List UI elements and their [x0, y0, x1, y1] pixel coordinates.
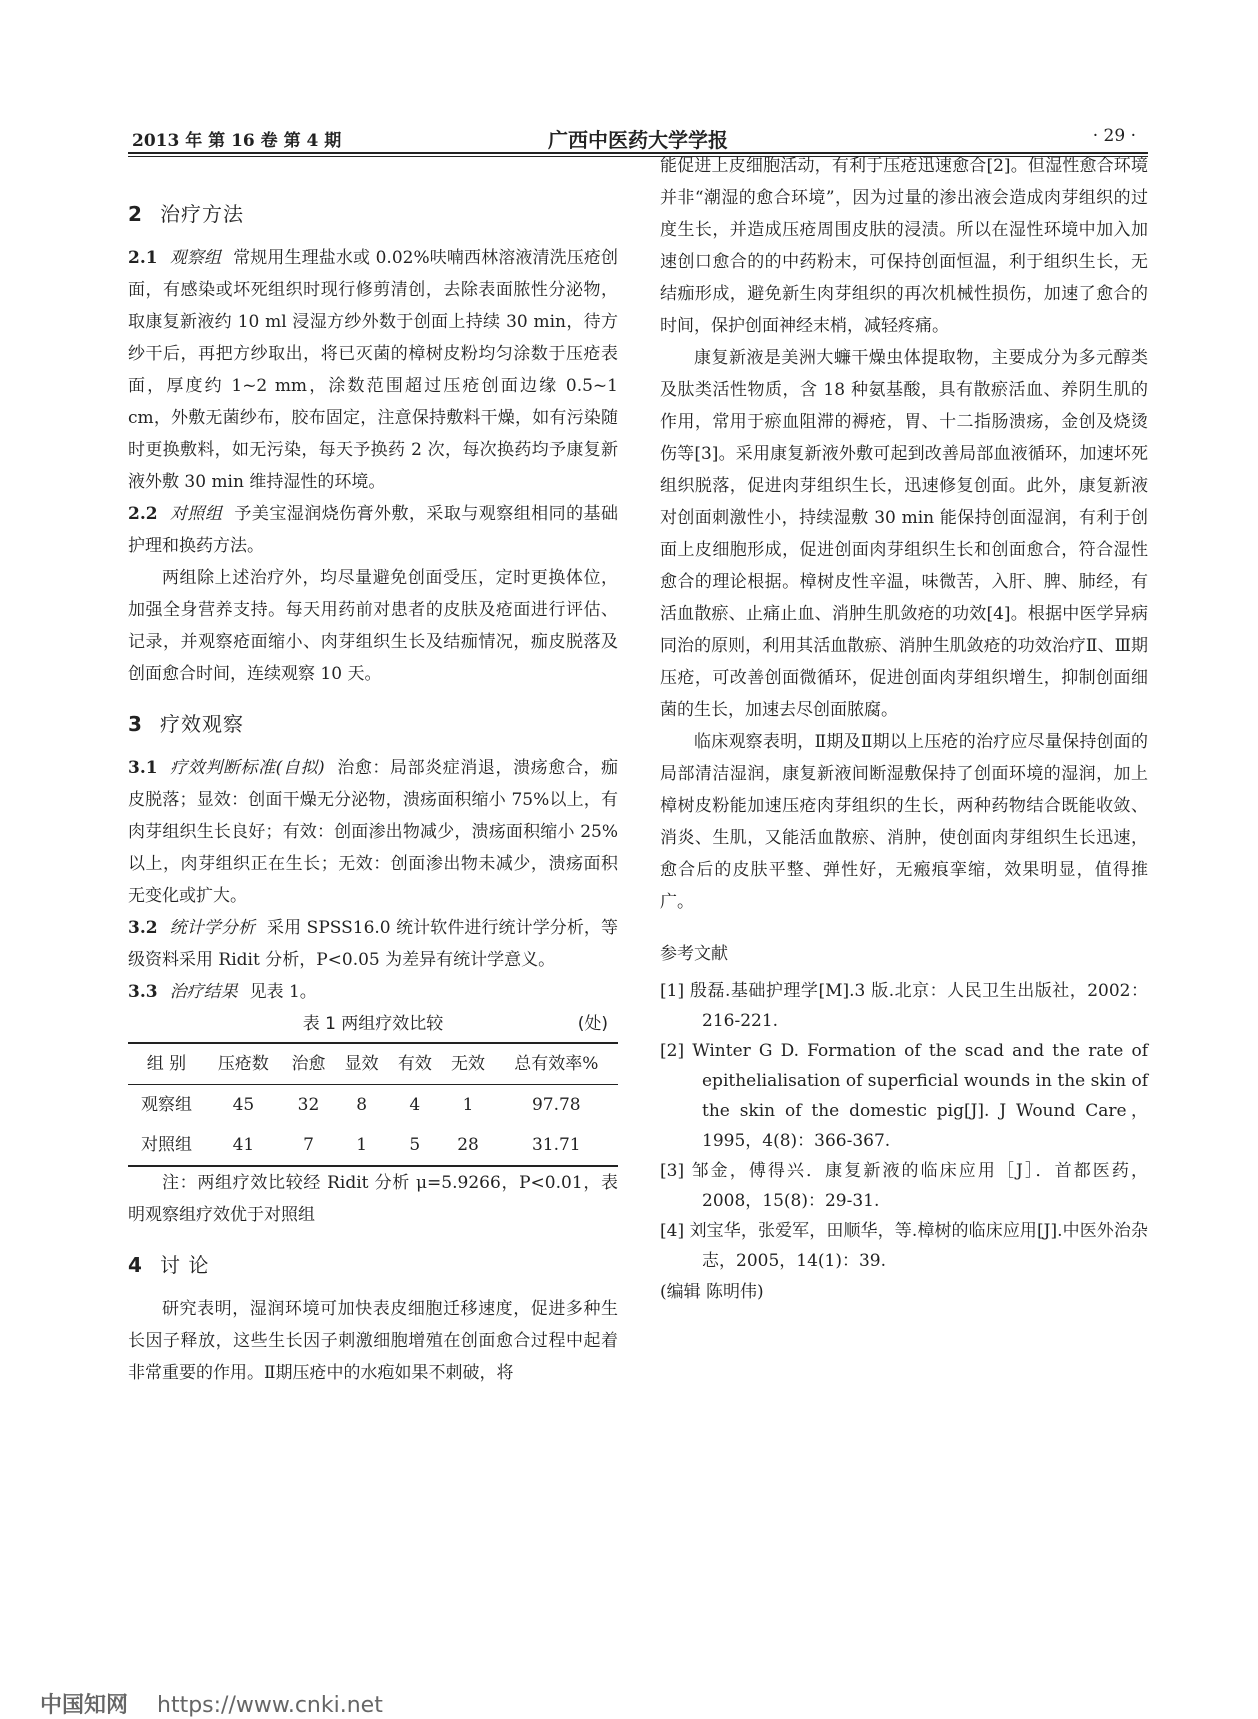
section-title: 疗效观察	[160, 712, 244, 736]
table-cell: 4	[409, 1095, 421, 1115]
paragraph-conclusion: 临床观察表明，Ⅱ期及Ⅱ期以上压疮的治疗应尽量保持创面的局部清洁湿润，康复新液间断湿敷保持了创面环境的湿润，加上樟树皮粉能加速压疮肉芽组织的生长，两种药物结合既能收敛、消炎、生肌，又能活血散瘀、消肿，使创面肉芽组织生长迅速，愈合后的皮肤平整、弹性好，无瘢痕挛缩，效果明显，值得推广。	[660, 732, 1148, 912]
paragraph-4: 研究表明，湿润环境可加快表皮细胞迁移速度，促进多种生长因子释放，这些生长因子刺激细胞增殖在创面愈合过程中起着非常重要的作用。Ⅱ期压疮中的水疱如果不刺破，将	[128, 1299, 618, 1383]
section-heading-4	[128, 1249, 618, 1281]
table-cell: 97.78	[531, 1095, 581, 1115]
reference-item: [3] 邹金，傅得兴．康复新液的临床应用［J］．首都医药，2008，15(8)：29-31.	[660, 1161, 1148, 1211]
paragraph-text: 采用 SPSS16.0 统计软件进行统计学分析，等级资料采用 Ridit 分析，P<0.05 为差异有统计学意义。	[128, 918, 618, 970]
subsection-number: 3.3	[128, 982, 158, 1002]
subsection-number: 2.2	[128, 504, 158, 524]
section-title: 治疗方法	[160, 202, 244, 226]
section-number: 4	[128, 1253, 143, 1277]
running-header	[128, 122, 1148, 150]
paragraph-3-1	[128, 752, 618, 912]
paragraph-text: 见表 1。	[249, 982, 317, 1002]
subsection-label: 治疗结果	[169, 982, 238, 1002]
paragraph-3-3	[128, 976, 618, 1008]
section-title: 讨 论	[160, 1253, 210, 1277]
subsection-label: 对照组	[169, 504, 223, 524]
table-header-cell: 显效	[335, 1043, 388, 1085]
paragraph-2-2	[128, 498, 618, 562]
table-cell: 8	[356, 1095, 368, 1115]
reference-item: [2] Winter G D. Formation of the scad and the rate of epithelialisation of superficial wounds in the skin of the skin of the domestic pig[J]. J Wound Care，1995，4(8)：366-367.	[660, 1041, 1148, 1151]
subsection-number: 3.2	[128, 918, 158, 938]
right-column	[660, 150, 1148, 1308]
page-number: · 29 ·	[1092, 126, 1136, 146]
table-header-cell: 治愈	[282, 1043, 335, 1085]
table-cell: 1	[462, 1095, 474, 1115]
subsection-number: 2.1	[128, 248, 158, 268]
table-cell: 32	[297, 1095, 320, 1115]
table-row	[128, 1085, 618, 1126]
table-cell: 对照组	[128, 1125, 205, 1166]
reference-item: [1] 殷磊.基础护理学[M].3 版.北京：人民卫生出版社，2002：216-221.	[660, 981, 1148, 1031]
table-cell: 5	[388, 1125, 441, 1166]
section-heading-3	[128, 708, 618, 740]
table-row	[128, 1125, 618, 1166]
table-title: 表 1 两组疗效比较	[302, 1014, 444, 1034]
table-cell: 观察组	[140, 1095, 192, 1115]
reference-item: [4] 刘宝华，张爱军，田顺华，等.樟树的临床应用[J].中医外治杂志，2005，14(1)：39.	[660, 1221, 1148, 1271]
table-header-row	[128, 1043, 618, 1085]
table-header-cell: 无效	[441, 1043, 494, 1085]
table-unit: (处)	[577, 1014, 608, 1034]
paragraph-text: 常规用生理盐水或 0.02%呋喃西林溶液清洗压疮创面，有感染或坏死组织时现行修剪清创，去除表面脓性分泌物，取康复新液约 10 ml 浸湿方纱外数于创面上持续 30 min，待方纱干后，再把方纱取出，将已灭菌的樟树皮粉均匀涂数于压疮表面，厚度约 1~2 mm，涂数范围超过压疮创面边缘 0.5~1 cm，外敷无菌纱布，胶布固定，注意保持敷料干燥，如有污染随时更换敷料，如无污染，每天予换药 2 次，每次换药均予康复新液外敷 30 min 维持湿性的环境。	[128, 248, 618, 492]
journal-title: 广西中医药大学学报	[548, 128, 728, 152]
table-cell: 28	[441, 1125, 494, 1166]
table-note: 注：两组疗效比较经 Ridit 分析 μ=5.9266，P<0.01，表明观察组疗效优于对照组	[128, 1173, 618, 1225]
table-header-cell: 压疮数	[205, 1043, 282, 1085]
paragraph-2-3: 两组除上述治疗外，均尽量避免创面受压，定时更换体位，加强全身营养支持。每天用药前对患者的皮肤及疮面进行评估、记录，并观察疮面缩小、肉芽组织生长及结痂情况，痂皮脱落及创面愈合时间，连续观察 10 天。	[128, 568, 618, 684]
footer-watermark	[40, 1688, 383, 1719]
section-number: 2	[128, 202, 143, 226]
section-number: 3	[128, 712, 143, 736]
paragraph-3-2	[128, 912, 618, 976]
paragraph-2-1	[128, 242, 618, 498]
left-column	[128, 190, 618, 1389]
cnki-url[interactable]: https://www.cnki.net	[157, 1693, 383, 1718]
table-caption	[128, 1008, 618, 1042]
editor-credit: (编辑 陈明伟)	[660, 1282, 764, 1302]
issue-info: 2013 年 第 16 卷 第 4 期	[132, 131, 342, 151]
subsection-number: 3.1	[128, 758, 158, 778]
references-heading: 参考文献	[660, 944, 728, 964]
table-cell: 45	[232, 1095, 255, 1115]
paragraph-kangfuxin: 康复新液是美洲大蠊干燥虫体提取物，主要成分为多元醇类及肽类活性物质，含 18 种氨基酸，具有散瘀活血、养阴生肌的作用，常用于瘀血阻滞的褥疮，胃、十二指肠溃疡，金创及烧烫伤等[3]。采用康复新液外敷可起到改善局部血液循环，加速坏死组织脱落，促进肉芽组织生长，迅速修复创面。此外，康复新液对创面刺激性小，持续湿敷 30 min 能保持创面湿润，有利于创面上皮细胞形成，促进创面肉芽组织生长和创面愈合，符合湿性愈合的理论根据。樟树皮性辛温，味微苦，入肝、脾、肺经，有活血散瘀、止痛止血、消肿生肌敛疮的功效[4]。根据中医学异病同治的原则，利用其活血散瘀、消肿生肌敛疮的功效治疗Ⅱ、Ⅲ期压疮，可改善创面微循环，促进创面肉芽组织增生，抑制创面细菌的生长，加速去尽创面脓腐。	[660, 348, 1148, 720]
table-cell: 1	[335, 1125, 388, 1166]
table-header-cell: 总有效率%	[495, 1043, 618, 1085]
paragraph-text: 予美宝湿润烧伤膏外敷，采取与观察组相同的基础护理和换药方法。	[128, 504, 618, 556]
subsection-label: 统计学分析	[169, 918, 256, 938]
cnki-logo-text: 中国知网	[40, 1693, 129, 1718]
subsection-label: 观察组	[169, 248, 222, 268]
table-cell: 31.71	[495, 1125, 618, 1166]
table-cell: 7	[282, 1125, 335, 1166]
paragraph-text: 治愈：局部炎症消退，溃疡愈合，痂皮脱落；显效：创面干燥无分泌物，溃疡面积缩小 75%以上，有肉芽组织生长良好；有效：创面渗出物减少，溃疡面积缩小 25%以上，肉芽组织正在生长；无效：创面渗出物未减少，溃疡面积无变化或扩大。	[128, 758, 618, 906]
paragraph-continued: 能促进上皮细胞活动，有利于压疮迅速愈合[2]。但湿性愈合环境并非“潮湿的愈合环境”，因为过量的渗出液会造成肉芽组织的过度生长，并造成压疮周围皮肤的浸渍。所以在湿性环境中加入加速创口愈合的的中药粉末，可保持创面恒温，利于组织生长，无结痂形成，避免新生肉芽组织的再次机械性损伤，加速了愈合的时间，保护创面神经末梢，减轻疼痛。	[660, 156, 1148, 336]
section-heading-2	[128, 198, 618, 230]
subsection-label: 疗效判断标准(自拟)	[169, 758, 325, 778]
table-cell: 41	[205, 1125, 282, 1166]
results-table	[128, 1042, 618, 1167]
table-header-cell: 有效	[388, 1043, 441, 1085]
table-header-cell: 组 别	[128, 1043, 205, 1085]
